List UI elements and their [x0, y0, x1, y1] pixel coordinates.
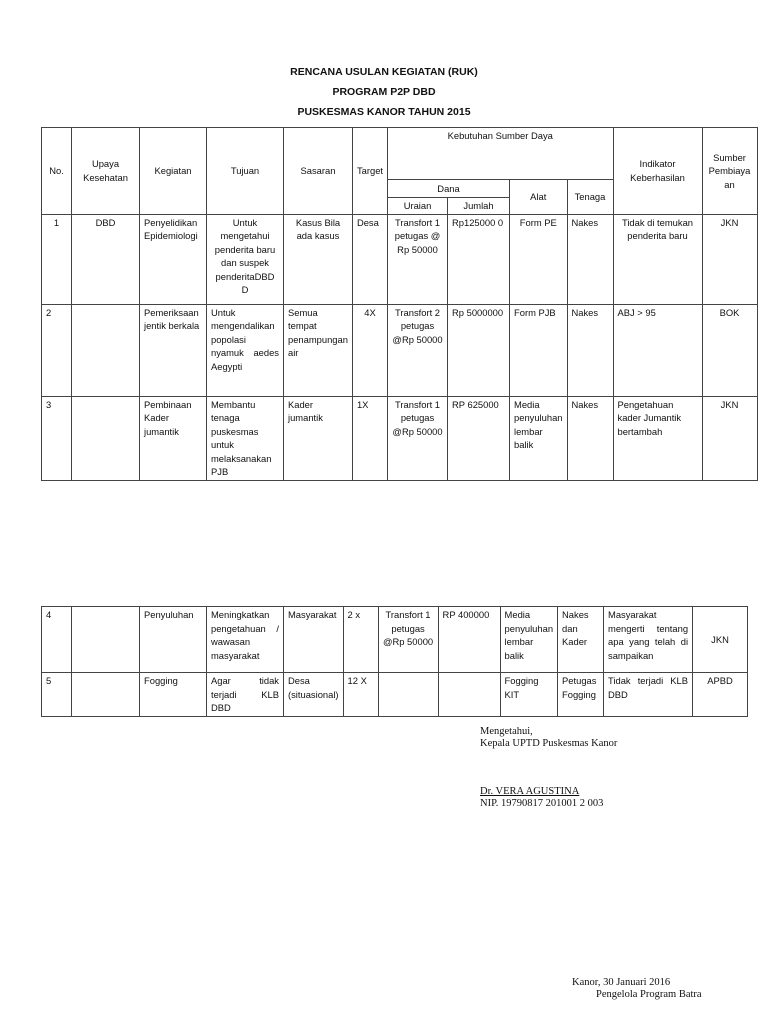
header-tenaga: Tenaga: [567, 180, 613, 215]
header-alat: Alat: [510, 180, 567, 215]
cell-no: 2: [42, 304, 72, 396]
header-tujuan: Tujuan: [207, 128, 284, 215]
cell-no: 3: [42, 396, 72, 480]
table-row: [42, 214, 758, 304]
cell-uraian: Transfort 1 petugas @ Rp 50000: [388, 214, 448, 304]
cell-sasaran: Masyarakat: [284, 607, 344, 673]
cell-tenaga: Nakes: [567, 214, 613, 304]
cell-tujuan: Untuk mengendalikan popolasi nyamuk aedes Aegypti: [207, 304, 284, 396]
header-no: No.: [42, 128, 72, 215]
cell-jumlah: Rp125000 0: [448, 214, 510, 304]
cell-tujuan: Membantu tenaga puskesmas untuk melaksanakan PJB: [207, 396, 284, 480]
header-sasaran: Sasaran: [284, 128, 353, 215]
cell-upaya: [72, 396, 140, 480]
cell-tenaga: Petugas Fogging: [558, 673, 604, 717]
cell-kegiatan: Pembinaan Kader jumantik: [140, 396, 207, 480]
cell-uraian: Transfort 2 petugas @Rp 50000: [388, 304, 448, 396]
header-kegiatan: Kegiatan: [140, 128, 207, 215]
cell-target: 1X: [352, 396, 387, 480]
cell-sasaran: Desa (situasional): [284, 673, 344, 717]
cell-sasaran: Semua tempat penampungan air: [284, 304, 353, 396]
table-row: [42, 396, 758, 480]
header-kebutuhan: Kebutuhan Sumber Daya: [388, 128, 613, 180]
cell-upaya: [72, 673, 140, 717]
cell-tujuan: Untuk mengetahui penderita baru dan suspek penderitaDBD D: [207, 214, 284, 304]
cell-sumber: APBD: [693, 673, 748, 717]
cell-target: 12 X: [343, 673, 378, 717]
cell-tenaga: Nakes: [567, 304, 613, 396]
cell-sumber: JKN: [693, 607, 748, 673]
title-ruk: RENCANA USULAN KEGIATAN (RUK): [290, 66, 478, 78]
cell-kegiatan: Penyuluhan: [140, 607, 207, 673]
cell-kegiatan: Fogging: [140, 673, 207, 717]
cell-no: 5: [42, 673, 72, 717]
cell-tenaga: Nakes dan Kader: [558, 607, 604, 673]
header-dana: Dana: [388, 180, 510, 198]
cell-alat: Media penyuluhan lembar balik: [510, 396, 567, 480]
signature-block: [480, 726, 617, 810]
ruk-table-continued: [41, 606, 748, 717]
cell-upaya: DBD: [72, 214, 140, 304]
cell-jumlah: RP 400000: [438, 607, 500, 673]
cell-jumlah: Rp 5000000: [448, 304, 510, 396]
header-target: Target: [352, 128, 387, 215]
cell-jumlah: RP 625000: [448, 396, 510, 480]
cell-alat: Fogging KIT: [500, 673, 557, 717]
table-row: [42, 673, 748, 717]
cell-sumber: BOK: [702, 304, 757, 396]
cell-sumber: JKN: [702, 214, 757, 304]
cell-target: 4X: [352, 304, 387, 396]
title-program: PROGRAM P2P DBD: [332, 86, 436, 98]
cell-indikator: ABJ > 95: [613, 304, 702, 396]
cell-indikator: Pengetahuan kader Jumantik bertambah: [613, 396, 702, 480]
cell-alat: Media penyuluhan lembar balik: [500, 607, 557, 673]
cell-alat: Form PE: [510, 214, 567, 304]
ruk-table: [41, 127, 758, 481]
cell-uraian: Transfort 1 petugas @Rp 50000: [388, 396, 448, 480]
footer-date: Kanor, 30 Januari 2016: [572, 977, 671, 988]
cell-sasaran: Kader jumantik: [284, 396, 353, 480]
table-row: [42, 607, 748, 673]
cell-no: 1: [42, 214, 72, 304]
signature-name: Dr. VERA AGUSTINA: [480, 786, 580, 797]
signature-acknowledged: Mengetahui,: [480, 726, 533, 737]
header-jumlah: Jumlah: [448, 198, 510, 215]
header-upaya: Upaya Kesehatan: [72, 128, 140, 215]
cell-sumber: JKN: [702, 396, 757, 480]
title-puskesmas: PUSKESMAS KANOR TAHUN 2015: [297, 106, 471, 118]
cell-jumlah: [438, 673, 500, 717]
document-titles: [0, 66, 768, 126]
signature-nip: NIP. 19790817 201001 2 003: [480, 798, 604, 809]
cell-sasaran: Kasus Bila ada kasus: [284, 214, 353, 304]
header-uraian: Uraian: [388, 198, 448, 215]
cell-upaya: [72, 607, 140, 673]
cell-indikator: Tidak di temukan penderita baru: [613, 214, 702, 304]
table-row: [42, 304, 758, 396]
cell-tujuan: Meningkatkan pengetahuan / wawasan masyarakat: [207, 607, 284, 673]
cell-tujuan: Agar tidak terjadi KLB DBD: [207, 673, 284, 717]
cell-alat: Form PJB: [510, 304, 567, 396]
cell-target: Desa: [352, 214, 387, 304]
cell-kegiatan: Penyelidikan Epidemiologi: [140, 214, 207, 304]
cell-target: 2 x: [343, 607, 378, 673]
cell-tenaga: Nakes: [567, 396, 613, 480]
cell-indikator: Tidak terjadi KLB DBD: [604, 673, 693, 717]
footer-role: Pengelola Program Batra: [596, 989, 702, 1000]
signature-position: Kepala UPTD Puskesmas Kanor: [480, 738, 618, 749]
header-sumber: Sumber Pembiaya an: [702, 128, 757, 215]
cell-upaya: [72, 304, 140, 396]
cell-kegiatan: Pemeriksaan jentik berkala: [140, 304, 207, 396]
cell-uraian: [378, 673, 438, 717]
header-indikator: Indikator Keberhasilan: [613, 128, 702, 215]
cell-uraian: Transfort 1 petugas @Rp 50000: [378, 607, 438, 673]
cell-indikator: Masyarakat mengerti tentang apa yang telah di sampaikan: [604, 607, 693, 673]
cell-no: 4: [42, 607, 72, 673]
